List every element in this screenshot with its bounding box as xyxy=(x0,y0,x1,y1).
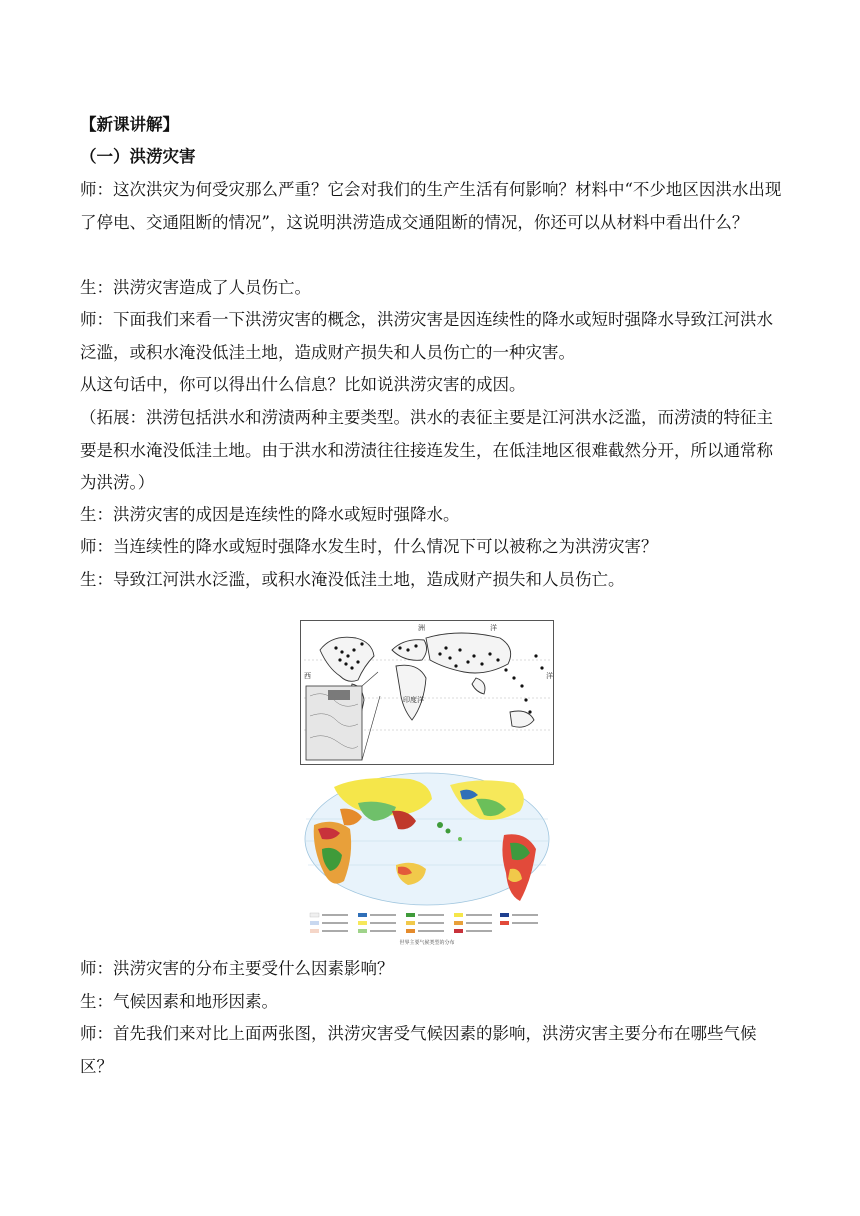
paragraph: 师：这次洪灾为何受灾那么严重？它会对我们的生产生活有何影响？材料中“不少地区因洪水出现了停电、交通阻断的情况”，这说明洪涝造成交通阻断的情况，你还可以从材料中看出什么？ xyxy=(80,180,782,232)
climate-types-map xyxy=(300,769,554,946)
paragraph: 师：洪涝灾害的分布主要受什么因素影响？ xyxy=(80,959,394,978)
map1-label-ocean-n2: 洋 xyxy=(490,624,497,632)
map1-label-indian-ocean: 印度洋 xyxy=(403,696,424,704)
paragraph: 师：当连续性的降水或短时强降水发生时，什么情况下可以被称之为洪涝灾害？ xyxy=(80,537,658,556)
subsection-heading: （一）洪涝灾害 xyxy=(80,147,196,166)
paragraph: 师：下面我们来看一下洪涝灾害的概念，洪涝灾害是因连续性的降水或短时强降水导致江河洪水泛滥，或积水淹没低洼土地，造成财产损失和人员伤亡的一种灾害。 xyxy=(80,310,773,362)
paragraph: 生：气候因素和地形因素。 xyxy=(80,992,278,1011)
section-heading: 【新课讲解】 xyxy=(80,115,179,134)
paragraph: 师：首先我们来对比上面两张图，洪涝灾害受气候因素的影响，洪涝灾害主要分布在哪些气候区？ xyxy=(80,1024,757,1076)
paragraph: 生：洪涝灾害造成了人员伤亡。 xyxy=(80,278,311,297)
paragraph: （拓展：洪涝包括洪水和涝渍两种主要类型。洪水的表征主要是江河洪水泛滥，而涝渍的特征主要是积水淹没低洼土地。由于洪水和涝渍往往接连发生，在低洼地区很难截然分开，所以通常称为洪涝。） xyxy=(80,408,773,492)
flood-distribution-map xyxy=(300,620,554,765)
paragraph: 生：洪涝灾害的成因是连续性的降水或短时强降水。 xyxy=(80,505,460,524)
paragraph: 从这句话中，你可以得出什么信息？比如说洪涝灾害的成因。 xyxy=(80,375,526,394)
map1-label-ocean-w: 西 xyxy=(304,672,311,680)
map1-label-ocean-n1: 洲 xyxy=(418,624,425,632)
map1-label-ocean-e: 洋 xyxy=(546,672,553,680)
map2-caption: 世界主要气候类型的分布 xyxy=(399,940,455,946)
paragraph: 生：导致江河洪水泛滥，或积水淹没低洼土地，造成财产损失和人员伤亡。 xyxy=(80,570,625,589)
